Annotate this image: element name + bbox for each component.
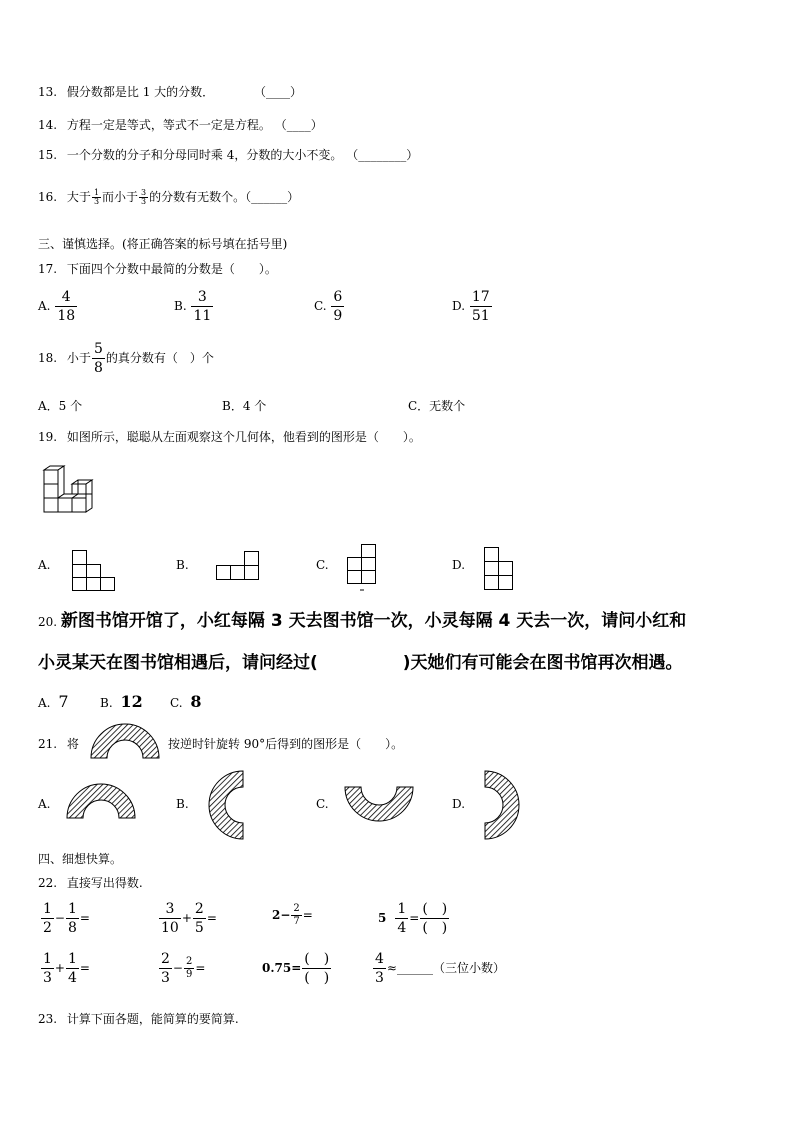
question-number: 18. xyxy=(38,351,58,365)
expression-row2-3: 0.75= $\frac{( )}{( )}$ xyxy=(262,951,330,986)
question-text-post: 的分数有无数个。 xyxy=(149,190,246,204)
question-number: 23. xyxy=(38,1012,58,1026)
expression-row1-2: $\frac{3}{10}$ + $\frac{2}{5}$ = xyxy=(161,901,217,936)
answer-blank[interactable]: （____） xyxy=(254,85,303,99)
question-text: 计算下面各题，能简算的要简算. xyxy=(66,1012,239,1026)
question-text-post: 的真分数有（ ）个 xyxy=(105,351,214,365)
fraction: $\frac{1}{2}$ xyxy=(43,901,52,936)
expression-row2-1: $\frac{1}{3}$ + $\frac{1}{4}$ = xyxy=(43,951,90,986)
answer-blank[interactable]: ≈______（三位小数） xyxy=(386,961,505,975)
fraction: $\frac{4}{3}$ xyxy=(375,951,384,986)
fraction: $\frac{3}{3}$ xyxy=(141,188,147,206)
option-c-label[interactable]: C. xyxy=(316,558,329,572)
section-heading-3: 三、谨慎选择。(将正确答案的标号填在括号里) xyxy=(38,237,288,251)
fraction: $\frac{3}{10}$ xyxy=(161,901,179,936)
question-text-pre: 小于 xyxy=(66,351,91,365)
question-18 xyxy=(38,340,214,377)
cube-solid-figure xyxy=(44,466,100,516)
answer-blank[interactable]: （______） xyxy=(245,190,300,204)
option-c-view-figure[interactable] xyxy=(347,544,379,594)
section-heading-4: 四、细想快算。 xyxy=(38,852,123,866)
option-a[interactable]: A. 7 xyxy=(38,692,69,711)
fraction: $\frac{1}{8}$ xyxy=(67,901,77,936)
question-17 xyxy=(38,260,277,277)
fraction: $\frac{3}{11}$ xyxy=(193,289,212,324)
expression-row1-3: 2− $\frac{2}{7}$ = xyxy=(272,903,313,927)
question-text-pre: 将 xyxy=(66,737,79,751)
question-text: 如图所示，聪聪从左面观察这个几何体，他看到的图形是（ ）。 xyxy=(66,430,421,444)
arch-shape-figure xyxy=(90,722,160,760)
option-b-view-figure[interactable] xyxy=(216,551,262,581)
question-text: 方程一定是等式，等式不一定是方程。 xyxy=(66,118,271,132)
fraction: $\frac{1}{3}$ xyxy=(43,951,52,986)
answer-fraction-blank[interactable]: $\frac{( )}{( )}$ xyxy=(304,951,330,986)
fraction: $\frac{2}{9}$ xyxy=(185,956,193,980)
question-text: 直接写出得数. xyxy=(66,876,143,890)
question-number: 20. xyxy=(38,615,58,629)
question-number: 14. xyxy=(38,118,58,132)
question-number: 13. xyxy=(38,85,58,99)
option-b[interactable]: B. 12 xyxy=(100,692,143,711)
option-c[interactable]: C. 8 xyxy=(170,692,202,711)
fraction: $\frac{1}{4}$ xyxy=(397,901,407,936)
fraction: $\frac{4}{18}$ xyxy=(57,289,76,324)
option-a[interactable]: A. $\frac{4}{18}$ xyxy=(38,289,76,324)
question-text: 一个分数的分子和分母同时乘 4，分数的大小不变。 xyxy=(66,148,343,162)
question-text: 下面四个分数中最简的分数是（ ）。 xyxy=(66,262,277,276)
question-15 xyxy=(38,146,418,163)
question-number: 17. xyxy=(38,262,58,276)
option-c[interactable]: C. $\frac{6}{9}$ xyxy=(314,289,343,324)
fraction: $\frac{17}{51}$ xyxy=(471,289,490,324)
question-23 xyxy=(38,1010,239,1027)
fraction: $\frac{1}{3}$ xyxy=(93,188,100,206)
option-c-arch-figure[interactable] xyxy=(344,786,414,824)
option-b-label[interactable]: B. xyxy=(176,558,189,572)
answer-blank[interactable]: （________） xyxy=(346,148,419,162)
question-21-pre xyxy=(38,735,79,752)
question-22 xyxy=(38,874,143,891)
question-number: 19. xyxy=(38,430,58,444)
option-b-label[interactable]: B. xyxy=(176,797,189,811)
fraction: $\frac{6}{9}$ xyxy=(333,289,343,324)
fraction: $\frac{5}{8}$ xyxy=(93,341,103,376)
question-text-post: 按逆时针旋转 90°后得到的图形是（ ）。 xyxy=(168,737,404,751)
question-20-line-2: 小灵某天在图书馆相遇后，请问经过( )天她们有可能会在图书馆再次相遇。 xyxy=(38,653,683,673)
answer-fraction-blank[interactable]: $\frac{( )}{( )}$ xyxy=(422,901,448,936)
option-d-label[interactable]: D. xyxy=(452,558,466,572)
option-a-label[interactable]: A. xyxy=(38,797,51,811)
question-text-mid: 而小于 xyxy=(102,190,139,204)
question-16 xyxy=(38,188,299,206)
question-number: 15. xyxy=(38,148,58,162)
option-a-arch-figure[interactable] xyxy=(66,781,136,821)
fraction: $\frac{2}{3}$ xyxy=(161,951,170,986)
question-14 xyxy=(38,116,323,133)
expression-row2-4 xyxy=(372,950,505,987)
option-c[interactable]: C．无数个 xyxy=(408,399,466,413)
question-text-pre: 大于 xyxy=(66,190,91,204)
question-20-line-1 xyxy=(38,606,686,631)
option-c-label[interactable]: C. xyxy=(316,797,329,811)
option-b[interactable]: B．4 个 xyxy=(222,399,267,413)
option-b-arch-figure[interactable] xyxy=(206,770,246,840)
option-a-view-figure[interactable] xyxy=(72,550,116,592)
option-d[interactable]: D. $\frac{17}{51}$ xyxy=(452,289,490,324)
option-a-label[interactable]: A. xyxy=(38,558,51,572)
option-d-view-figure[interactable] xyxy=(484,547,516,591)
option-d-arch-figure[interactable] xyxy=(484,770,524,840)
fraction: $\frac{1}{4}$ xyxy=(67,951,77,986)
fraction: $\frac{2}{7}$ xyxy=(293,903,300,927)
question-number: 16. xyxy=(38,190,58,204)
option-a[interactable]: A．5 个 xyxy=(38,399,83,413)
expression-row1-1: $\frac{1}{2}$ − $\frac{1}{8}$ = xyxy=(43,901,90,936)
question-text: 假分数都是比 1 大的分数． xyxy=(66,85,215,99)
question-19 xyxy=(38,428,421,445)
expression-row2-2: $\frac{2}{3}$ − $\frac{2}{9}$ = xyxy=(161,951,206,986)
expression-row1-4: 5 $\frac{1}{4}$ = $\frac{( )}{( )}$ xyxy=(378,901,448,936)
fraction: $\frac{2}{5}$ xyxy=(194,901,204,936)
question-text: 新图书馆开馆了，小红每隔 3 天去图书馆一次，小灵每隔 4 天去一次，请问小红和 xyxy=(60,611,687,631)
option-b[interactable]: B. $\frac{3}{11}$ xyxy=(174,289,212,324)
question-13 xyxy=(38,83,302,100)
question-number: 22. xyxy=(38,876,58,890)
question-number: 21. xyxy=(38,737,58,751)
answer-blank[interactable]: （____） xyxy=(274,118,323,132)
option-d-label[interactable]: D. xyxy=(452,797,466,811)
